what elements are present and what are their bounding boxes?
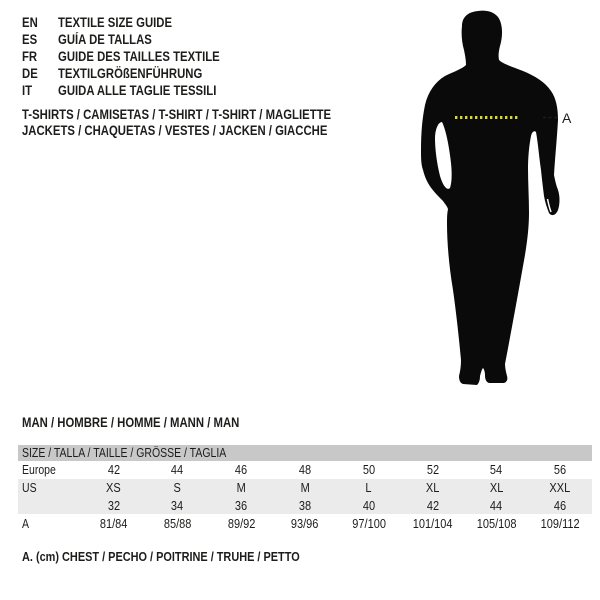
row-label: A: [22, 516, 30, 531]
table-cell: S: [146, 479, 210, 497]
table-cell: 46: [235, 463, 248, 477]
language-title: GUIDA ALLE TAGLIE TESSILI: [58, 83, 217, 98]
man-silhouette-figure: [415, 8, 575, 388]
table-cell: XXL: [528, 479, 592, 497]
garment-categories: [22, 107, 390, 139]
language-code: FR: [22, 49, 38, 64]
table-cell: L: [337, 479, 401, 497]
table-cell: 105/108: [476, 516, 517, 531]
language-code: DE: [22, 66, 38, 81]
table-cell: 46: [528, 497, 592, 514]
table-cell: 81/84: [99, 516, 128, 531]
language-title: TEXTILGRÖßENFÜHRUNG: [58, 66, 203, 81]
table-cell: 85/88: [163, 516, 192, 531]
table-cell: 50: [362, 463, 375, 477]
table-cell: XL: [464, 479, 528, 497]
table-cell: 40: [337, 497, 401, 514]
table-cell: 38: [273, 497, 337, 514]
table-cell: 109/112: [540, 516, 580, 531]
table-cell: 56: [553, 463, 567, 477]
table-cell: 44: [171, 463, 184, 477]
man-silhouette-svg: [415, 8, 575, 388]
row-label: Europe: [22, 463, 56, 477]
size-table-header-cell: SIZE / TALLA / TAILLE / GRÖSSE / TAGLIA: [18, 445, 592, 461]
table-cell: XS: [82, 479, 146, 497]
table-cell: 48: [298, 463, 312, 477]
category-line-jackets: JACKETS / CHAQUETAS / VESTES / JACKEN / GIACCHE: [22, 123, 328, 138]
table-cell: 34: [146, 497, 210, 514]
table-cell: 36: [209, 497, 273, 514]
size-table-header-row: [18, 445, 592, 461]
table-row-chest: [18, 514, 592, 533]
row-label: [18, 497, 82, 514]
table-cell: 52: [426, 463, 439, 477]
language-title: TEXTILE SIZE GUIDE: [58, 15, 173, 30]
table-cell: 42: [401, 497, 465, 514]
row-label: US: [18, 479, 82, 497]
table-cell: 54: [490, 463, 503, 477]
language-code: EN: [22, 15, 38, 30]
table-row-us-numeric: [18, 497, 592, 514]
gender-label: MAN / HOMBRE / HOMME / MANN / MAN: [22, 415, 240, 430]
language-code: IT: [22, 83, 33, 98]
table-cell: M: [209, 479, 273, 497]
table-cell: 93/96: [291, 516, 319, 531]
measure-label-a: A: [562, 110, 572, 126]
man-silhouette-body: [421, 11, 560, 385]
table-cell: 101/104: [412, 516, 453, 531]
category-line-tshirts: T-SHIRTS / CAMISETAS / T-SHIRT / T-SHIRT / MAGLIETTE: [22, 107, 332, 122]
table-row-europe: [18, 461, 592, 479]
table-cell: M: [273, 479, 337, 497]
size-table: [18, 445, 592, 533]
language-title: GUÍA DE TALLAS: [58, 32, 152, 47]
table-cell: 97/100: [351, 516, 386, 531]
table-cell: 42: [107, 463, 120, 477]
table-cell: 44: [464, 497, 528, 514]
table-cell: 89/92: [227, 516, 255, 531]
table-cell: 32: [82, 497, 146, 514]
measurement-footnote: A. (cm) CHEST / PECHO / POITRINE / TRUHE / PETTO: [22, 549, 300, 564]
language-code: ES: [22, 32, 38, 47]
language-title: GUIDE DES TAILLES TEXTILE: [58, 49, 220, 64]
table-cell: XL: [401, 479, 465, 497]
table-row-us: [18, 479, 592, 497]
